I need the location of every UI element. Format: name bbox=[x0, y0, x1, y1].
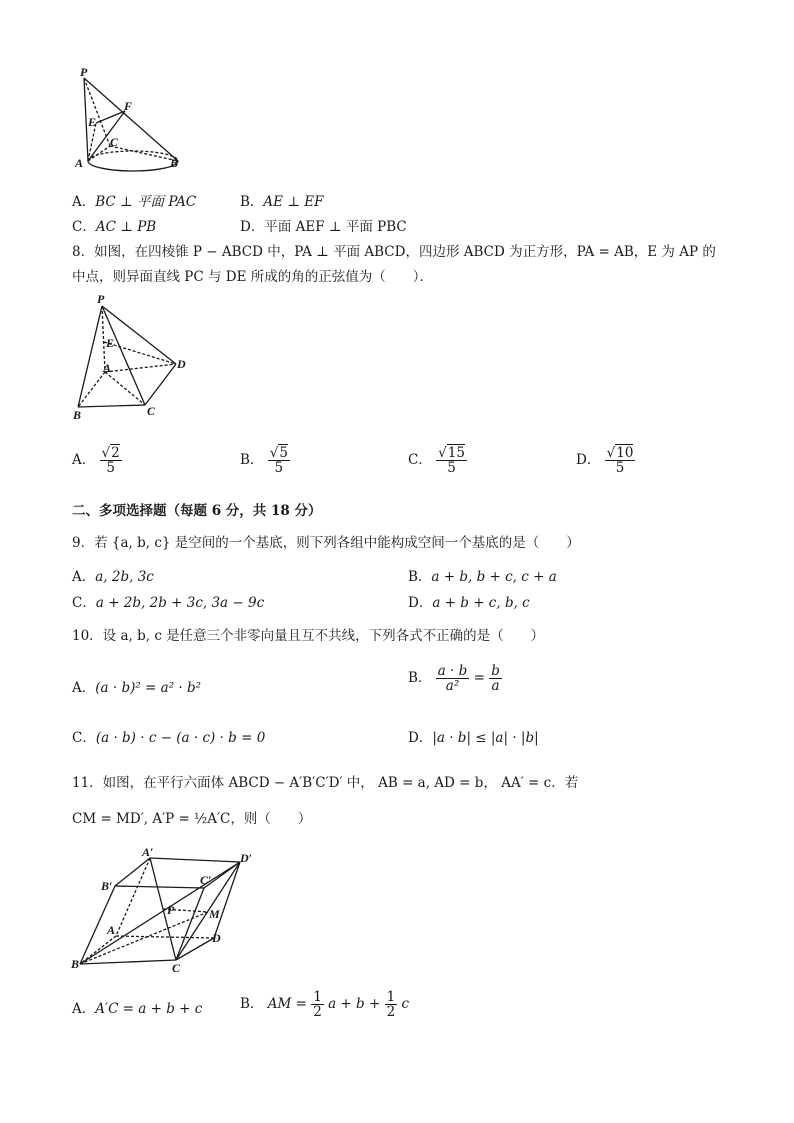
q11-label-B: B bbox=[71, 957, 80, 971]
q8-label-A: A bbox=[103, 361, 112, 375]
q10-stem: 10．设 a, b, c 是任意三个非零向量且互不共线，下列各式不正确的是（ ） bbox=[72, 628, 545, 644]
q11-stem-line2: CM = MD′, A′P = ½A′C，则（ ） bbox=[72, 811, 312, 827]
q11-label-D: D bbox=[212, 931, 221, 945]
q11-figure bbox=[68, 842, 268, 977]
q8-option-a[interactable]: A． $\frac{√2}{5}$ bbox=[72, 445, 120, 477]
q11-label-A: A bbox=[107, 923, 116, 937]
q9-option-a[interactable]: A．a, 2b, 3c bbox=[72, 569, 154, 585]
q7-label-C: C bbox=[110, 135, 119, 149]
q7-figure bbox=[70, 68, 190, 178]
q11-label-M: M bbox=[209, 907, 220, 921]
q10-option-b-rhs: $\frac{b}{a}$ bbox=[491, 663, 500, 695]
q7-option-b[interactable]: B．AE ⊥ EF bbox=[240, 194, 324, 210]
q7-label-P: P bbox=[80, 68, 88, 79]
q11-option-b-half-2: $\frac{1}{2}$ bbox=[386, 989, 396, 1021]
q7-label-A: A bbox=[75, 156, 84, 170]
q11-option-b-half-1: $\frac{1}{2}$ bbox=[313, 989, 322, 1021]
q7-label-E: E bbox=[88, 115, 97, 129]
q8-label-P: P bbox=[97, 292, 105, 306]
q11-option-b[interactable]: B． AM = $\frac{1}{2}$ a + b + $\frac{1}{2}$ c bbox=[240, 989, 410, 1021]
q10-option-b-lhs: $\frac{a \cdot b}{\text{a²}}$ bbox=[437, 663, 468, 695]
q11-label-B1: B′ bbox=[101, 879, 113, 893]
q11-label-D1: D′ bbox=[240, 851, 253, 865]
q11-option-a[interactable]: A．A′C = a + b + c bbox=[72, 1001, 203, 1017]
q10-option-c[interactable]: C．(a · b) · c − (a · c) · b = 0 bbox=[72, 730, 266, 746]
q8-label-E: E bbox=[106, 336, 115, 350]
q8-label-B: B bbox=[73, 408, 82, 422]
q8-option-c-fraction: $\frac{√15}{5}$ bbox=[438, 445, 465, 477]
q10-option-b[interactable]: B． $\frac{a \cdot b}{\text{a²}}$ = $\frac{b}{a}$ bbox=[408, 663, 500, 695]
q11-label-C1: C′ bbox=[200, 873, 212, 887]
q8-option-b[interactable]: B． $\frac{√5}{5}$ bbox=[240, 445, 288, 477]
q8-option-d-fraction: $\frac{√10}{5}$ bbox=[606, 445, 634, 477]
q9-option-c[interactable]: C．a + 2b, 2b + 3c, 3a − 9c bbox=[72, 595, 265, 611]
q8-stem-line2: 中点，则异面直线 PC 与 DE 所成的角的正弦值为（ ）． bbox=[72, 269, 434, 285]
q7-option-c[interactable]: C．AC ⊥ PB bbox=[72, 219, 157, 235]
section-2-title: 二、多项选择题（每题 6 分，共 18 分） bbox=[72, 503, 322, 519]
q10-option-a[interactable]: A．(a · b)² = a² · b² bbox=[72, 680, 202, 696]
q11-label-P: P bbox=[167, 903, 175, 917]
q10-option-d[interactable]: D．|a · b| ≤ |a| · |b| bbox=[408, 730, 539, 746]
q8-option-d[interactable]: D． $\frac{√10}{5}$ bbox=[576, 445, 634, 477]
q9-option-d[interactable]: D．a + b + c, b, c bbox=[408, 595, 530, 611]
q8-option-c[interactable]: C． $\frac{√15}{5}$ bbox=[408, 445, 465, 477]
q7-label-F: F bbox=[124, 99, 133, 113]
q7-option-a[interactable]: A．BC ⊥ 平面 PAC bbox=[72, 194, 197, 210]
q8-stem-line1: 8．如图，在四棱锥 P − ABCD 中，PA ⊥ 平面 ABCD，四边形 ABCD 为正方形，PA = AB，E 为 AP 的 bbox=[72, 244, 716, 260]
q9-option-b[interactable]: B．a + b, b + c, c + a bbox=[408, 569, 557, 585]
q11-label-A1: A′ bbox=[142, 845, 154, 859]
q8-option-a-fraction: $\frac{√2}{5}$ bbox=[101, 445, 120, 477]
q7-label-B: B bbox=[170, 156, 179, 170]
q8-figure bbox=[70, 292, 195, 422]
q9-stem: 9．若 {a, b, c} 是空间的一个基底，则下列各组中能构成空间一个基底的是（ ） bbox=[72, 535, 580, 551]
q11-stem-line1: 11．如图，在平行六面体 ABCD − A′B′C′D′ 中， AB = a, AD = b， AA′ = c．若 bbox=[72, 775, 579, 791]
q8-label-D: D bbox=[177, 357, 186, 371]
q11-label-C: C bbox=[172, 961, 181, 975]
q8-option-b-fraction: $\frac{√5}{5}$ bbox=[269, 445, 288, 477]
q8-label-C: C bbox=[147, 404, 156, 418]
q7-option-d[interactable]: D．平面 AEF ⊥ 平面 PBC bbox=[240, 219, 407, 235]
